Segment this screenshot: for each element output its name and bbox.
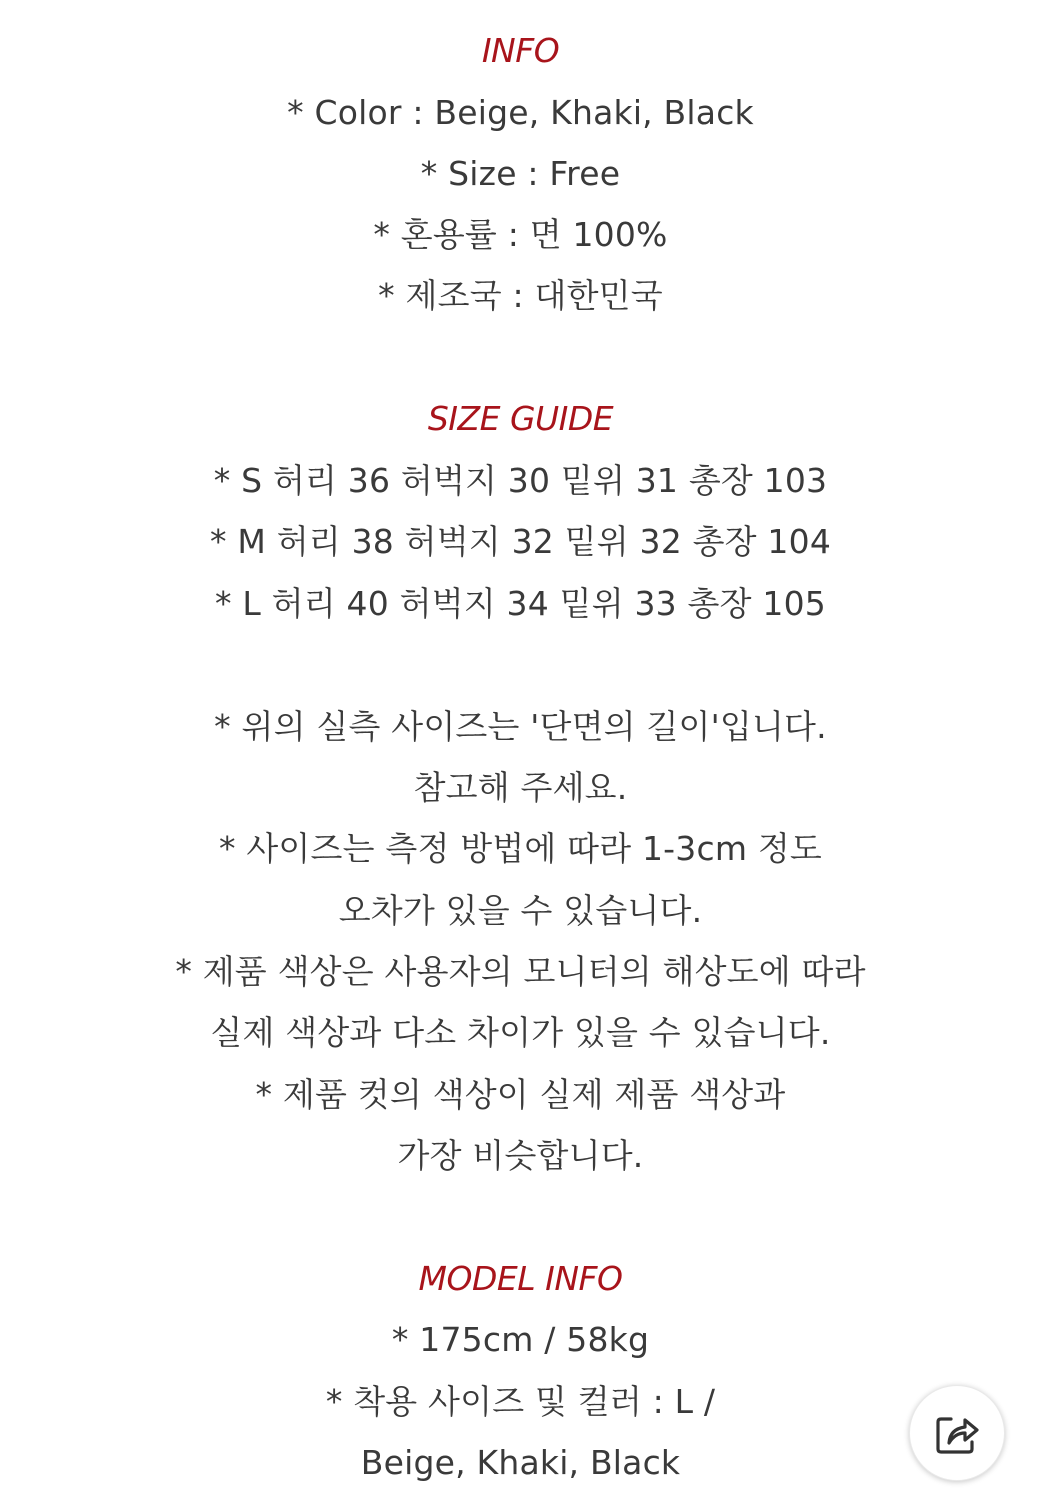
share-button[interactable] [909, 1385, 1005, 1481]
info-color-line: * Color : Beige, Khaki, Black [287, 93, 754, 132]
info-size-line: * Size : Free [420, 154, 621, 193]
size-guide-row-l: * L 허리 40 허벅지 34 밑위 33 총장 105 [215, 584, 826, 623]
model-info-body-line: * 175cm / 58kg [391, 1320, 650, 1359]
model-info-color-line: Beige, Khaki, Black [360, 1443, 681, 1482]
model-info-size-line: * 착용 사이즈 및 컬러 : L / [325, 1382, 716, 1421]
info-material-line: * 혼용률 : 면 100% [373, 215, 668, 254]
note-line: 실제 색상과 다소 차이가 있을 수 있습니다. [210, 1013, 831, 1052]
info-origin-line: * 제조국 : 대한민국 [378, 276, 663, 315]
note-line: * 제품 색상은 사용자의 모니터의 해상도에 따라 [175, 952, 866, 991]
size-guide-row-s: * S 허리 36 허벅지 30 밑위 31 총장 103 [213, 461, 828, 500]
note-line: 오차가 있을 수 있습니다. [338, 891, 703, 930]
note-line: * 제품 컷의 색상이 실제 제품 색상과 [255, 1075, 786, 1114]
note-line: * 사이즈는 측정 방법에 따라 1-3cm 정도 [218, 829, 823, 868]
size-guide-heading: SIZE GUIDE [427, 399, 614, 438]
info-heading: INFO [481, 31, 560, 70]
note-line: 가장 비슷합니다. [397, 1136, 644, 1175]
size-guide-row-m: * M 허리 38 허벅지 32 밑위 32 총장 104 [209, 522, 832, 561]
model-info-heading: MODEL INFO [418, 1259, 623, 1298]
note-line: * 위의 실측 사이즈는 '단면의 길이'입니다. [214, 707, 827, 746]
note-line: 참고해 주세요. [413, 768, 628, 807]
share-icon [929, 1405, 985, 1461]
